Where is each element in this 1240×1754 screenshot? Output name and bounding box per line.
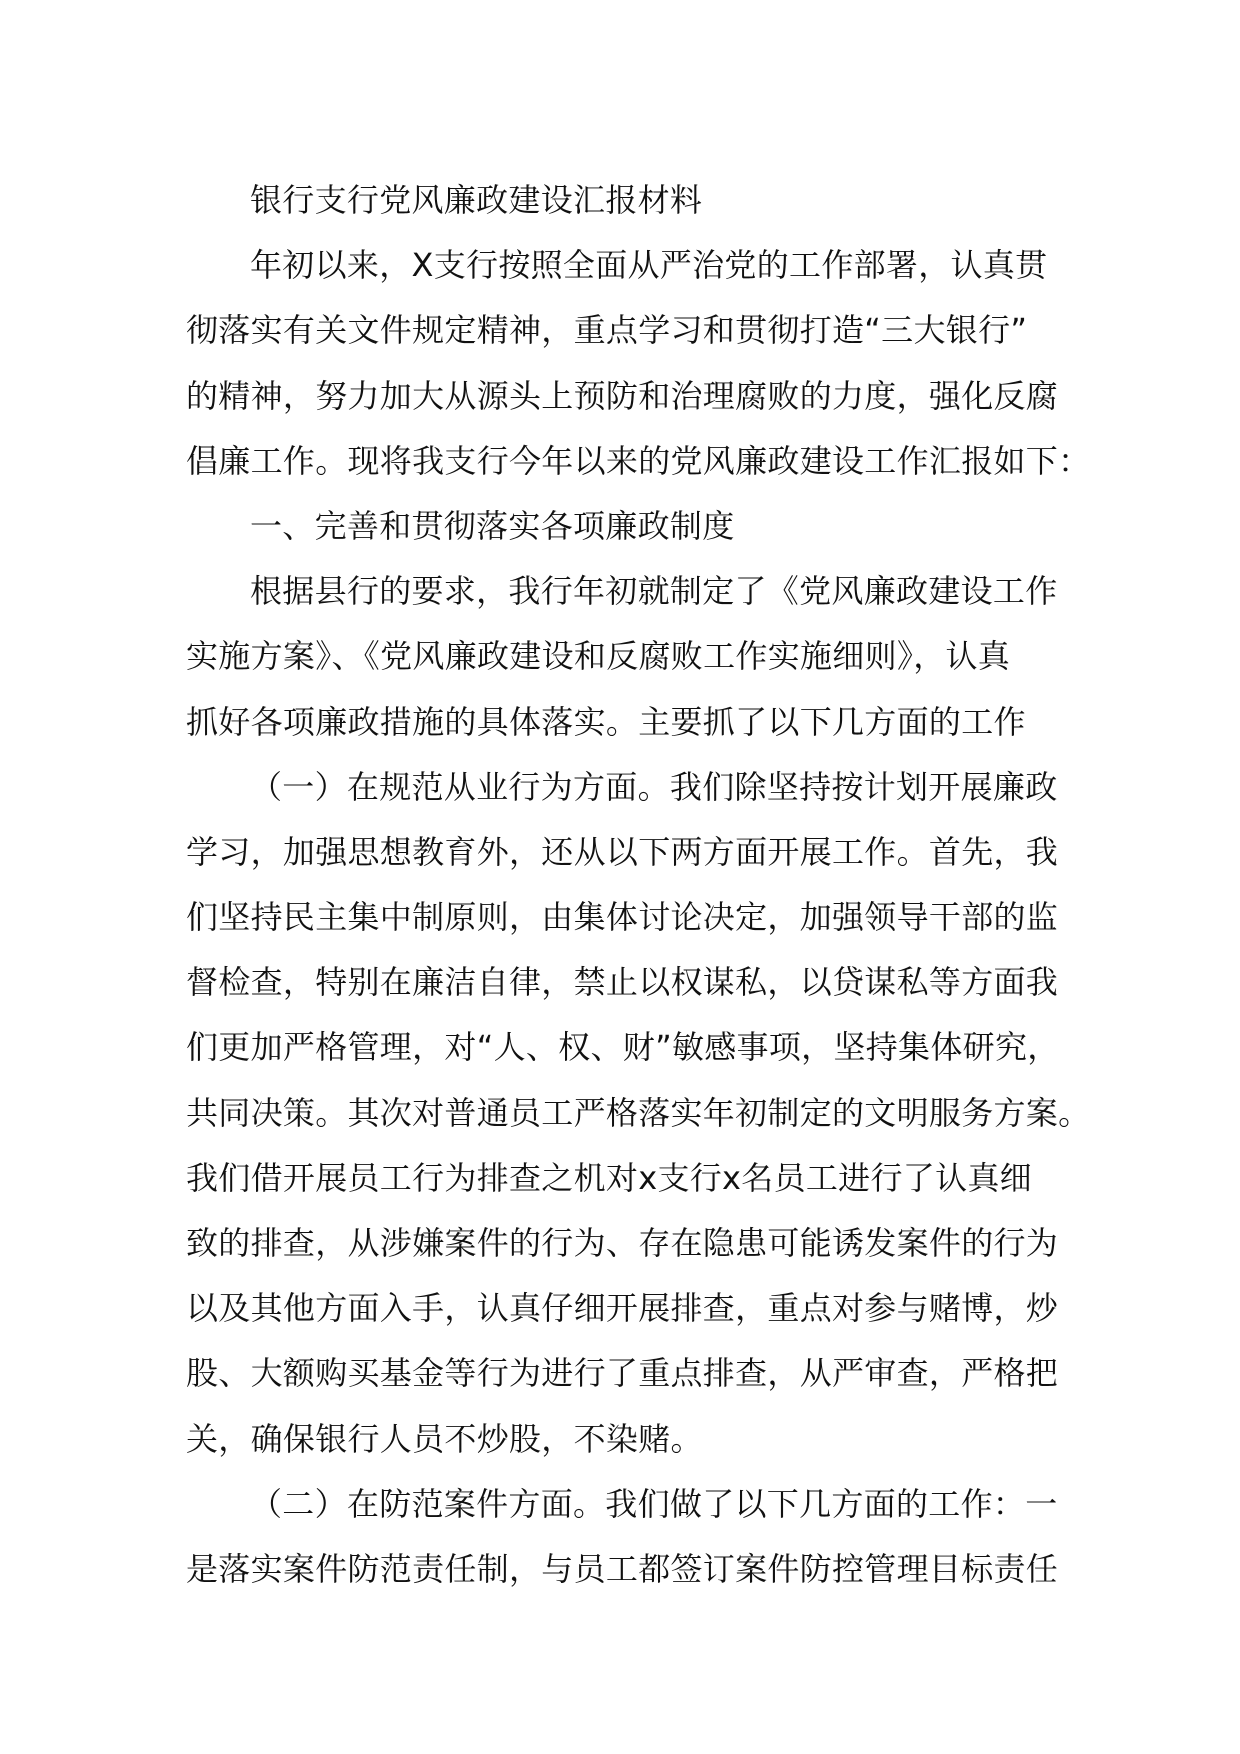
- paragraph-line: 关，确保银行人员不炒股，不染赌。: [186, 1419, 703, 1458]
- document-title: 银行支行党风廉政建设汇报材料: [250, 181, 703, 219]
- subsection-line: （一）在规范从业行为方面。我们除坚持按计划开展廉政: [250, 767, 1058, 806]
- paragraph-line: 致的排查，从涉嫌案件的行为、存在隐患可能诱发案件的行为: [186, 1224, 1059, 1262]
- paragraph-line: 实施方案》、《党风廉政建设和反腐败工作实施细则》，认真: [186, 637, 1011, 676]
- paragraph-line: 抓好各项廉政措施的具体落实。主要抓了以下几方面的工作: [186, 702, 1026, 741]
- paragraph-line: 年初以来，X支行按照全面从严治党的工作部署，认真贯: [250, 246, 1048, 285]
- paragraph-line: 们更加严格管理，对“人、权、财”敏感事项，坚持集体研究，: [186, 1028, 1060, 1067]
- paragraph-line: 共同决策。其次对普通员工严格落实年初制定的文明服务方案。: [186, 1093, 1091, 1132]
- paragraph-line: 倡廉工作。现将我支行今年以来的党风廉政建设工作汇报如下：: [186, 441, 1091, 480]
- paragraph-line: 学习，加强思想教育外，还从以下两方面开展工作。首先，我: [186, 832, 1059, 871]
- subsection-line: （二）在防范案件方面。我们做了以下几方面的工作：一: [250, 1484, 1058, 1523]
- section-heading: 一、完善和贯彻落实各项廉政制度: [250, 506, 735, 545]
- paragraph-line: 根据县行的要求，我行年初就制定了《党风廉政建设工作: [250, 572, 1058, 611]
- paragraph-line: 是落实案件防范责任制，与员工都签订案件防控管理目标责任: [186, 1549, 1059, 1588]
- paragraph-line: 们坚持民主集中制原则，由集体讨论决定，加强领导干部的监: [186, 898, 1059, 937]
- paragraph-line: 股、大额购买基金等行为进行了重点排查，从严审查，严格把: [186, 1354, 1059, 1393]
- paragraph-line: 彻落实有关文件规定精神，重点学习和贯彻打造“三大银行”: [186, 311, 1028, 350]
- paragraph-line: 以及其他方面入手，认真仔细开展排查，重点对参与赌博，炒: [186, 1289, 1059, 1328]
- paragraph-line: 的精神，努力加大从源头上预防和治理腐败的力度，强化反腐: [186, 376, 1059, 415]
- paragraph-line: 我们借开展员工行为排查之机对x支行x名员工进行了认真细: [186, 1158, 1032, 1197]
- document-body: [186, 168, 1091, 1602]
- paragraph-line: 督检查，特别在廉洁自律，禁止以权谋私，以贷谋私等方面我: [186, 963, 1059, 1002]
